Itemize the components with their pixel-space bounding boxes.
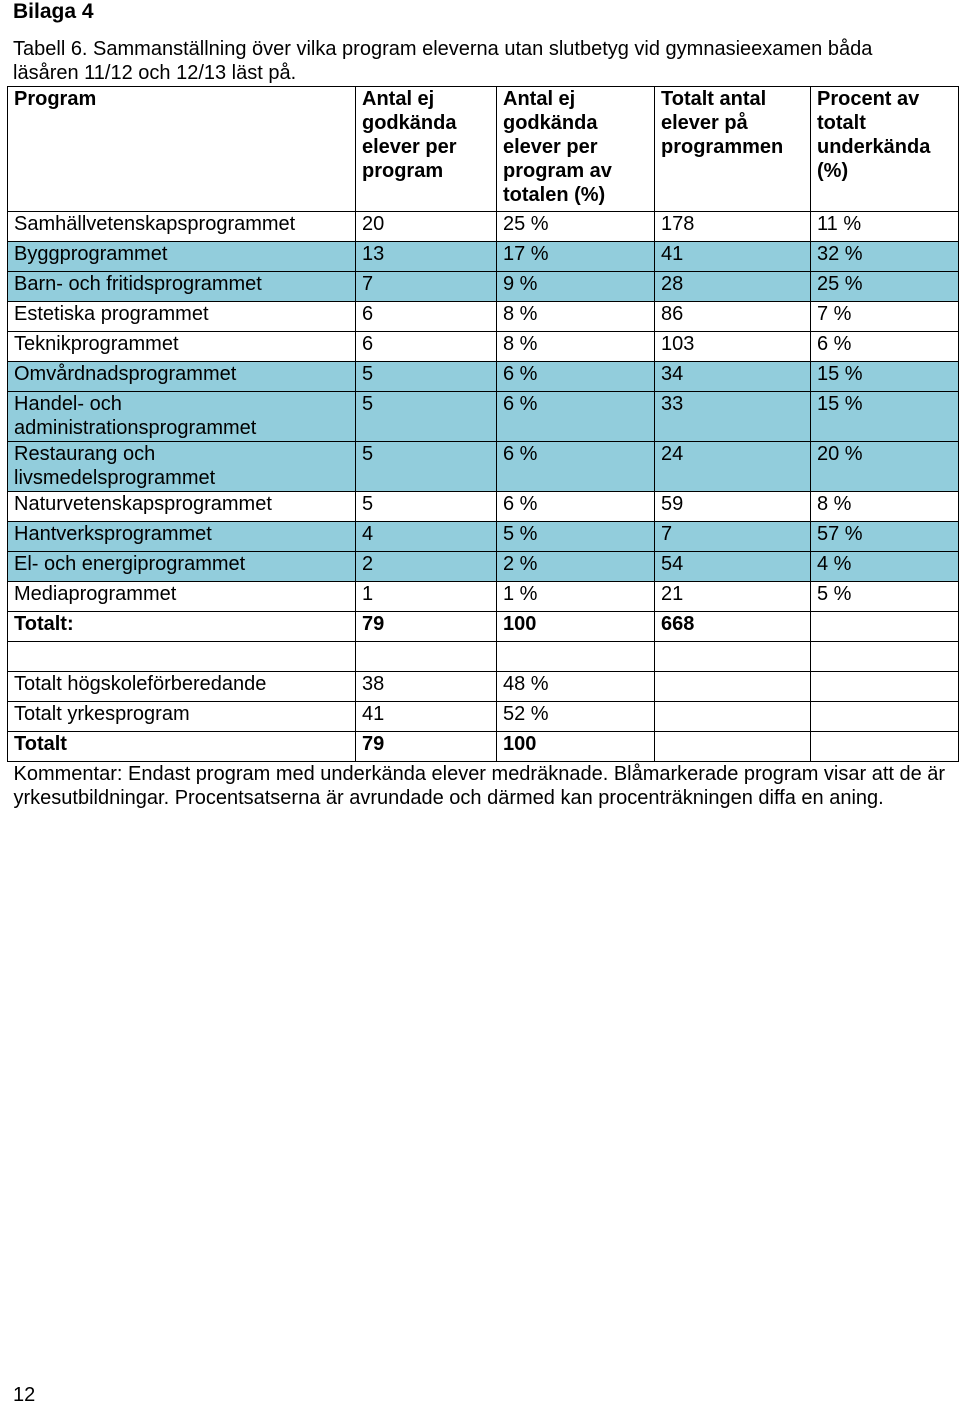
- program-name: Restaurang och livsmedelsprogrammet: [8, 442, 356, 492]
- comment-row: [8, 762, 959, 837]
- program-name: Omvårdnadsprogrammet: [8, 362, 356, 392]
- total-students: 41: [655, 242, 811, 272]
- table-row: [8, 392, 959, 442]
- program-table: [7, 86, 959, 836]
- failed-count: 20: [356, 212, 497, 242]
- share-of-total: 8 %: [497, 332, 655, 362]
- blank-row: [8, 642, 959, 672]
- summary-total-label: Totalt: [8, 732, 356, 762]
- share-of-total: 25 %: [497, 212, 655, 242]
- share-of-total: 2 %: [497, 552, 655, 582]
- summary-row-higher-ed: [8, 672, 959, 702]
- table-row: [8, 302, 959, 332]
- document-heading: Bilaga 4: [13, 0, 94, 23]
- header-count-failed: Antal ej godkända elever per program: [356, 87, 497, 212]
- total-students: 7: [655, 522, 811, 552]
- percent-failed: 32 %: [811, 242, 959, 272]
- blank-cell: [356, 642, 497, 672]
- percent-failed: 25 %: [811, 272, 959, 302]
- failed-count: 6: [356, 302, 497, 332]
- share-of-total: 6 %: [497, 442, 655, 492]
- failed-count: 7: [356, 272, 497, 302]
- percent-failed: 5 %: [811, 582, 959, 612]
- header-percent-failed: Procent av totalt underkända (%): [811, 87, 959, 212]
- program-name: El- och energiprogrammet: [8, 552, 356, 582]
- summary-empty: [811, 702, 959, 732]
- share-of-total: 8 %: [497, 302, 655, 332]
- failed-count: 4: [356, 522, 497, 552]
- failed-count: 1: [356, 582, 497, 612]
- program-name: Barn- och fritidsprogrammet: [8, 272, 356, 302]
- program-name: Naturvetenskapsprogrammet: [8, 492, 356, 522]
- total-percent: [811, 612, 959, 642]
- total-students: 33: [655, 392, 811, 442]
- total-students: 21: [655, 582, 811, 612]
- table-row: [8, 332, 959, 362]
- blank-cell: [655, 642, 811, 672]
- total-students: 103: [655, 332, 811, 362]
- summary-label: Totalt högskoleförberedande: [8, 672, 356, 702]
- table-row: [8, 212, 959, 242]
- table-row: [8, 442, 959, 492]
- blank-cell: [8, 642, 356, 672]
- summary-empty: [655, 672, 811, 702]
- share-of-total: 6 %: [497, 362, 655, 392]
- total-students: 28: [655, 272, 811, 302]
- failed-count: 5: [356, 392, 497, 442]
- percent-failed: 4 %: [811, 552, 959, 582]
- share-of-total: 6 %: [497, 492, 655, 522]
- failed-count: 13: [356, 242, 497, 272]
- failed-count: 6: [356, 332, 497, 362]
- failed-count: 5: [356, 492, 497, 522]
- summary-empty: [811, 672, 959, 702]
- summary-count: 38: [356, 672, 497, 702]
- percent-failed: 11 %: [811, 212, 959, 242]
- program-name: Byggprogrammet: [8, 242, 356, 272]
- table-header-row: [8, 87, 959, 212]
- percent-failed: 15 %: [811, 392, 959, 442]
- program-name: Hantverksprogrammet: [8, 522, 356, 552]
- program-name: Samhällvetenskapsprogrammet: [8, 212, 356, 242]
- summary-total-count: 79: [356, 732, 497, 762]
- table-row: [8, 362, 959, 392]
- total-count: 79: [356, 612, 497, 642]
- percent-failed: 7 %: [811, 302, 959, 332]
- table-row: [8, 272, 959, 302]
- program-name: Handel- och administrationsprogrammet: [8, 392, 356, 442]
- header-program: Program: [8, 87, 356, 212]
- percent-failed: 6 %: [811, 332, 959, 362]
- failed-count: 5: [356, 442, 497, 492]
- summary-share: 48 %: [497, 672, 655, 702]
- percent-failed: 57 %: [811, 522, 959, 552]
- program-name: Estetiska programmet: [8, 302, 356, 332]
- table-row: [8, 492, 959, 522]
- program-name: Teknikprogrammet: [8, 332, 356, 362]
- program-name: Mediaprogrammet: [8, 582, 356, 612]
- total-share: 100: [497, 612, 655, 642]
- summary-label: Totalt yrkesprogram: [8, 702, 356, 732]
- share-of-total: 1 %: [497, 582, 655, 612]
- summary-share: 52 %: [497, 702, 655, 732]
- blank-cell: [497, 642, 655, 672]
- total-students: 54: [655, 552, 811, 582]
- table-comment: Kommentar: Endast program med underkända elever medräknade. Blåmarkerade program visar att de är yrkesutbildningar. Procentsatserna är avrundade och därmed kan procenträkningen diffa en aning.: [13, 763, 946, 809]
- header-total-students: Totalt antal elever på programmen: [655, 87, 811, 212]
- table-row: [8, 552, 959, 582]
- total-students: 668: [655, 612, 811, 642]
- table-caption: Tabell 6. Sammanställning över vilka program eleverna utan slutbetyg vid gymnasieexamen båda läsåren 11/12 och 12/13 läst på.: [13, 38, 873, 84]
- percent-failed: 20 %: [811, 442, 959, 492]
- header-share-of-total: Antal ej godkända elever per program av totalen (%): [497, 87, 655, 212]
- total-students: 86: [655, 302, 811, 332]
- total-label: Totalt:: [8, 612, 356, 642]
- share-of-total: 17 %: [497, 242, 655, 272]
- failed-count: 5: [356, 362, 497, 392]
- table-row: [8, 582, 959, 612]
- summary-row-vocational: [8, 702, 959, 732]
- total-row: [8, 612, 959, 642]
- share-of-total: 5 %: [497, 522, 655, 552]
- share-of-total: 9 %: [497, 272, 655, 302]
- table-row: [8, 522, 959, 552]
- summary-empty: [655, 732, 811, 762]
- summary-empty: [655, 702, 811, 732]
- summary-total-row: [8, 732, 959, 762]
- table-row: [8, 242, 959, 272]
- failed-count: 2: [356, 552, 497, 582]
- page-number: 12: [13, 1384, 36, 1406]
- percent-failed: 15 %: [811, 362, 959, 392]
- summary-empty: [811, 732, 959, 762]
- total-students: 178: [655, 212, 811, 242]
- total-students: 24: [655, 442, 811, 492]
- blank-cell: [811, 642, 959, 672]
- percent-failed: 8 %: [811, 492, 959, 522]
- share-of-total: 6 %: [497, 392, 655, 442]
- summary-count: 41: [356, 702, 497, 732]
- total-students: 34: [655, 362, 811, 392]
- summary-total-share: 100: [497, 732, 655, 762]
- total-students: 59: [655, 492, 811, 522]
